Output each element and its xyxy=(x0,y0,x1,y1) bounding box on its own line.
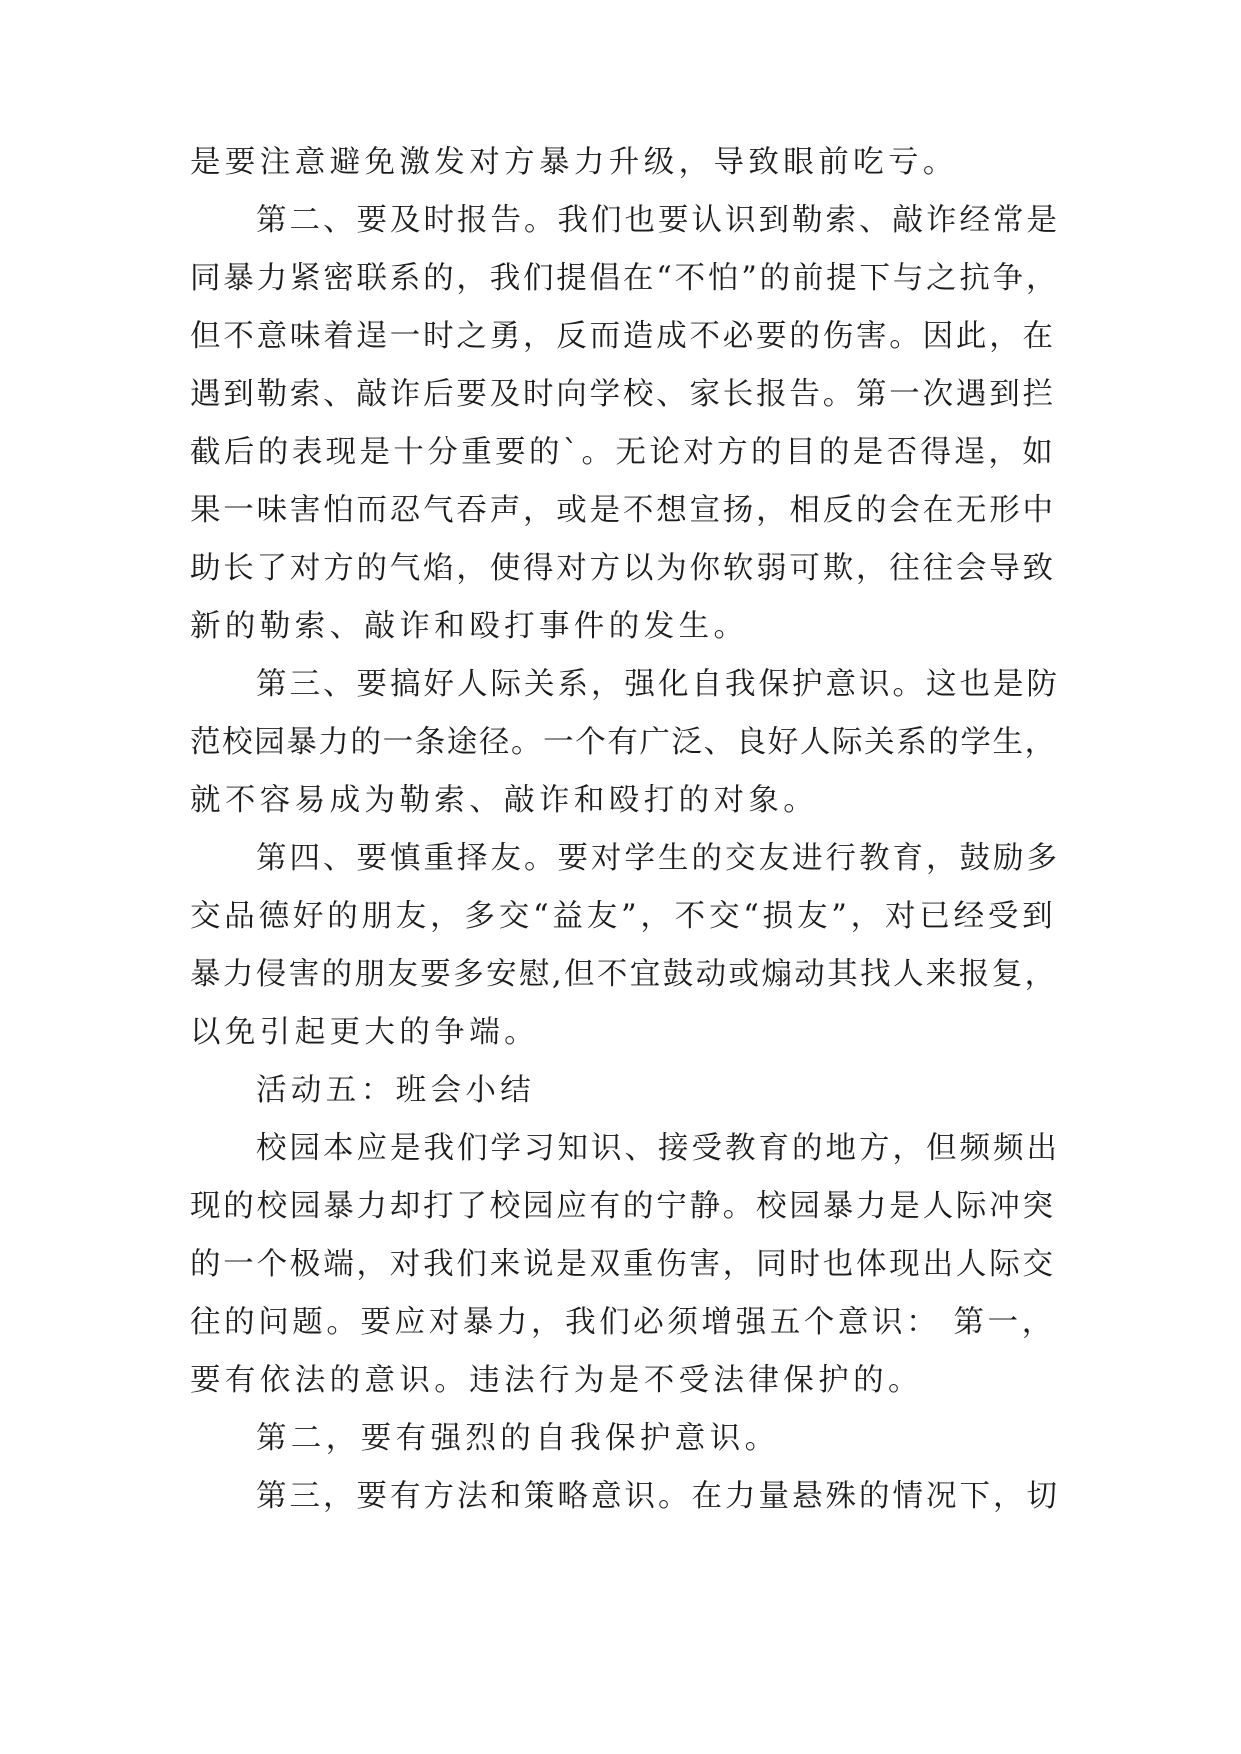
text-line: 交品德好的朋友，多交“益友”，不交“损友”，对已经受到 xyxy=(190,899,1057,934)
text-line: 的一个极端，对我们来说是双重伤害，同时也体现出人际交 xyxy=(190,1247,1056,1282)
paragraph-first-line: 第三，要有方法和策略意识。在力量悬殊的情况下，切 xyxy=(256,1479,1060,1514)
section-heading: 活动五：班会小结 xyxy=(256,1073,536,1108)
text-line: 范校园暴力的一条途径。一个有广泛、良好人际关系的学生， xyxy=(190,725,1057,760)
text-line: 就不容易成为勒索、敲诈和殴打的对象。 xyxy=(190,783,819,818)
paragraph-first-line: 校园本应是我们学习知识、接受教育的地方，但频频出 xyxy=(256,1131,1060,1166)
paragraph-first-line: 第二、要及时报告。我们也要认识到勒索、敲诈经常是 xyxy=(256,203,1060,238)
paragraph-first-line: 第三、要搞好人际关系，强化自我保护意识。这也是防 xyxy=(256,667,1060,702)
text-line: 遇到勒索、敲诈后要及时向学校、家长报告。第一次遇到拦 xyxy=(190,377,1056,412)
text-line: 以免引起更大的争端。 xyxy=(190,1015,539,1050)
text-line: 现的校园暴力却打了校园应有的宁静。校园暴力是人际冲突 xyxy=(190,1189,1056,1224)
paragraph-first-line: 第二，要有强烈的自我保护意识。 xyxy=(256,1421,780,1456)
text-line: 暴力侵害的朋友要多安慰,但不宜鼓动或煽动其找人来报复， xyxy=(190,957,1058,992)
text-line: 果一味害怕而忍气吞声，或是不想宣扬，相反的会在无形中 xyxy=(190,493,1056,528)
text-line: 同暴力紧密联系的，我们提倡在“不怕”的前提下与之抗争， xyxy=(190,261,1060,296)
text-line: 助长了对方的气焰，使得对方以为你软弱可欺，往往会导致 xyxy=(190,551,1056,586)
text-line: 截后的表现是十分重要的`。无论对方的目的是否得逞，如 xyxy=(190,435,1057,470)
text-line: 但不意味着逞一时之勇，反而造成不必要的伤害。因此，在 xyxy=(190,319,1056,354)
text-line: 是要注意避免激发对方暴力升级，导致眼前吃亏。 xyxy=(190,145,958,180)
text-line: 往的问题。要应对暴力，我们必须增强五个意识： 第一， xyxy=(190,1305,1056,1340)
text-line: 新的勒索、敲诈和殴打事件的发生。 xyxy=(190,609,749,644)
paragraph-first-line: 第四、要慎重择友。要对学生的交友进行教育，鼓励多 xyxy=(256,841,1060,876)
text-line: 要有依法的意识。违法行为是不受法律保护的。 xyxy=(190,1363,923,1398)
